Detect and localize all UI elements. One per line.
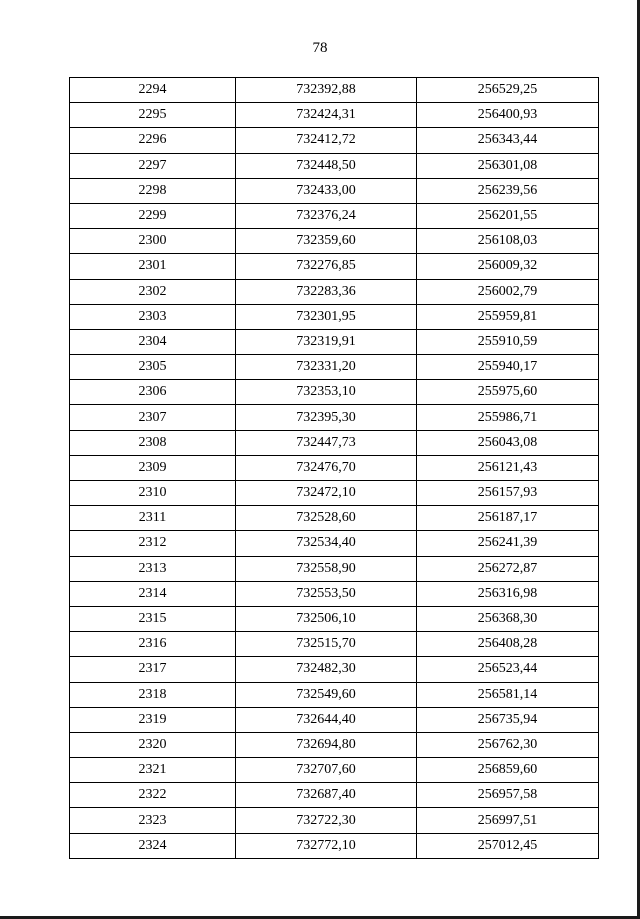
y-coordinate-cell: 255959,81 — [417, 304, 599, 329]
table-row — [70, 304, 599, 329]
x-coordinate-cell: 732301,95 — [236, 304, 417, 329]
table-row — [70, 178, 599, 203]
x-coordinate-cell: 732476,70 — [236, 455, 417, 480]
coordinates-table — [69, 77, 599, 859]
point-number-cell: 2317 — [70, 657, 236, 682]
x-coordinate-cell: 732433,00 — [236, 178, 417, 203]
table-row — [70, 632, 599, 657]
x-coordinate-cell: 732359,60 — [236, 229, 417, 254]
x-coordinate-cell: 732558,90 — [236, 556, 417, 581]
point-number-cell: 2313 — [70, 556, 236, 581]
point-number-cell: 2296 — [70, 128, 236, 153]
point-number-cell: 2308 — [70, 430, 236, 455]
y-coordinate-cell: 256859,60 — [417, 758, 599, 783]
x-coordinate-cell: 732707,60 — [236, 758, 417, 783]
y-coordinate-cell: 256400,93 — [417, 103, 599, 128]
y-coordinate-cell: 256529,25 — [417, 78, 599, 103]
y-coordinate-cell: 256009,32 — [417, 254, 599, 279]
point-number-cell: 2301 — [70, 254, 236, 279]
y-coordinate-cell: 256368,30 — [417, 606, 599, 631]
y-coordinate-cell: 257012,45 — [417, 833, 599, 858]
x-coordinate-cell: 732528,60 — [236, 506, 417, 531]
table-row — [70, 254, 599, 279]
x-coordinate-cell: 732472,10 — [236, 481, 417, 506]
y-coordinate-cell: 256523,44 — [417, 657, 599, 682]
table-row — [70, 455, 599, 480]
point-number-cell: 2311 — [70, 506, 236, 531]
point-number-cell: 2304 — [70, 329, 236, 354]
x-coordinate-cell: 732392,88 — [236, 78, 417, 103]
x-coordinate-cell: 732515,70 — [236, 632, 417, 657]
x-coordinate-cell: 732283,36 — [236, 279, 417, 304]
y-coordinate-cell: 256301,08 — [417, 153, 599, 178]
point-number-cell: 2297 — [70, 153, 236, 178]
table-row — [70, 581, 599, 606]
point-number-cell: 2303 — [70, 304, 236, 329]
page-number: 78 — [312, 40, 328, 56]
table-row — [70, 430, 599, 455]
table-row — [70, 833, 599, 858]
point-number-cell: 2307 — [70, 405, 236, 430]
table-row — [70, 78, 599, 103]
y-coordinate-cell: 256957,58 — [417, 783, 599, 808]
point-number-cell: 2310 — [70, 481, 236, 506]
table-row — [70, 707, 599, 732]
y-coordinate-cell: 256239,56 — [417, 178, 599, 203]
y-coordinate-cell: 256762,30 — [417, 732, 599, 757]
table-row — [70, 355, 599, 380]
y-coordinate-cell: 256043,08 — [417, 430, 599, 455]
x-coordinate-cell: 732424,31 — [236, 103, 417, 128]
y-coordinate-cell: 256735,94 — [417, 707, 599, 732]
table-row — [70, 606, 599, 631]
point-number-cell: 2318 — [70, 682, 236, 707]
table-row — [70, 203, 599, 228]
y-coordinate-cell: 256581,14 — [417, 682, 599, 707]
table-row — [70, 279, 599, 304]
x-coordinate-cell: 732447,73 — [236, 430, 417, 455]
point-number-cell: 2295 — [70, 103, 236, 128]
x-coordinate-cell: 732772,10 — [236, 833, 417, 858]
point-number-cell: 2302 — [70, 279, 236, 304]
y-coordinate-cell: 256997,51 — [417, 808, 599, 833]
point-number-cell: 2305 — [70, 355, 236, 380]
table-row — [70, 758, 599, 783]
table-row — [70, 556, 599, 581]
y-coordinate-cell: 256241,39 — [417, 531, 599, 556]
y-coordinate-cell: 256408,28 — [417, 632, 599, 657]
table-row — [70, 783, 599, 808]
point-number-cell: 2309 — [70, 455, 236, 480]
x-coordinate-cell: 732549,60 — [236, 682, 417, 707]
x-coordinate-cell: 732276,85 — [236, 254, 417, 279]
table-row — [70, 380, 599, 405]
point-number-cell: 2323 — [70, 808, 236, 833]
y-coordinate-cell: 256316,98 — [417, 581, 599, 606]
x-coordinate-cell: 732448,50 — [236, 153, 417, 178]
table-row — [70, 481, 599, 506]
x-coordinate-cell: 732376,24 — [236, 203, 417, 228]
point-number-cell: 2306 — [70, 380, 236, 405]
point-number-cell: 2321 — [70, 758, 236, 783]
x-coordinate-cell: 732722,30 — [236, 808, 417, 833]
y-coordinate-cell: 255910,59 — [417, 329, 599, 354]
table-row — [70, 103, 599, 128]
x-coordinate-cell: 732482,30 — [236, 657, 417, 682]
x-coordinate-cell: 732687,40 — [236, 783, 417, 808]
y-coordinate-cell: 256108,03 — [417, 229, 599, 254]
y-coordinate-cell: 256187,17 — [417, 506, 599, 531]
y-coordinate-cell: 255940,17 — [417, 355, 599, 380]
point-number-cell: 2298 — [70, 178, 236, 203]
table-row — [70, 657, 599, 682]
y-coordinate-cell: 256002,79 — [417, 279, 599, 304]
table-row — [70, 329, 599, 354]
y-coordinate-cell: 256343,44 — [417, 128, 599, 153]
table-row — [70, 506, 599, 531]
point-number-cell: 2300 — [70, 229, 236, 254]
table-row — [70, 732, 599, 757]
x-coordinate-cell: 732506,10 — [236, 606, 417, 631]
table-row — [70, 682, 599, 707]
point-number-cell: 2299 — [70, 203, 236, 228]
table-row — [70, 229, 599, 254]
y-coordinate-cell: 256201,55 — [417, 203, 599, 228]
point-number-cell: 2322 — [70, 783, 236, 808]
x-coordinate-cell: 732534,40 — [236, 531, 417, 556]
table-row — [70, 405, 599, 430]
x-coordinate-cell: 732331,20 — [236, 355, 417, 380]
point-number-cell: 2319 — [70, 707, 236, 732]
y-coordinate-cell: 256272,87 — [417, 556, 599, 581]
y-coordinate-cell: 255975,60 — [417, 380, 599, 405]
table-row — [70, 531, 599, 556]
table-row — [70, 153, 599, 178]
point-number-cell: 2312 — [70, 531, 236, 556]
x-coordinate-cell: 732694,80 — [236, 732, 417, 757]
point-number-cell: 2314 — [70, 581, 236, 606]
coordinates-table-body — [70, 78, 599, 859]
x-coordinate-cell: 732553,50 — [236, 581, 417, 606]
point-number-cell: 2294 — [70, 78, 236, 103]
table-row — [70, 128, 599, 153]
x-coordinate-cell: 732319,91 — [236, 329, 417, 354]
x-coordinate-cell: 732395,30 — [236, 405, 417, 430]
point-number-cell: 2316 — [70, 632, 236, 657]
x-coordinate-cell: 732644,40 — [236, 707, 417, 732]
point-number-cell: 2320 — [70, 732, 236, 757]
table-row — [70, 808, 599, 833]
point-number-cell: 2324 — [70, 833, 236, 858]
y-coordinate-cell: 255986,71 — [417, 405, 599, 430]
y-coordinate-cell: 256157,93 — [417, 481, 599, 506]
point-number-cell: 2315 — [70, 606, 236, 631]
x-coordinate-cell: 732412,72 — [236, 128, 417, 153]
x-coordinate-cell: 732353,10 — [236, 380, 417, 405]
y-coordinate-cell: 256121,43 — [417, 455, 599, 480]
